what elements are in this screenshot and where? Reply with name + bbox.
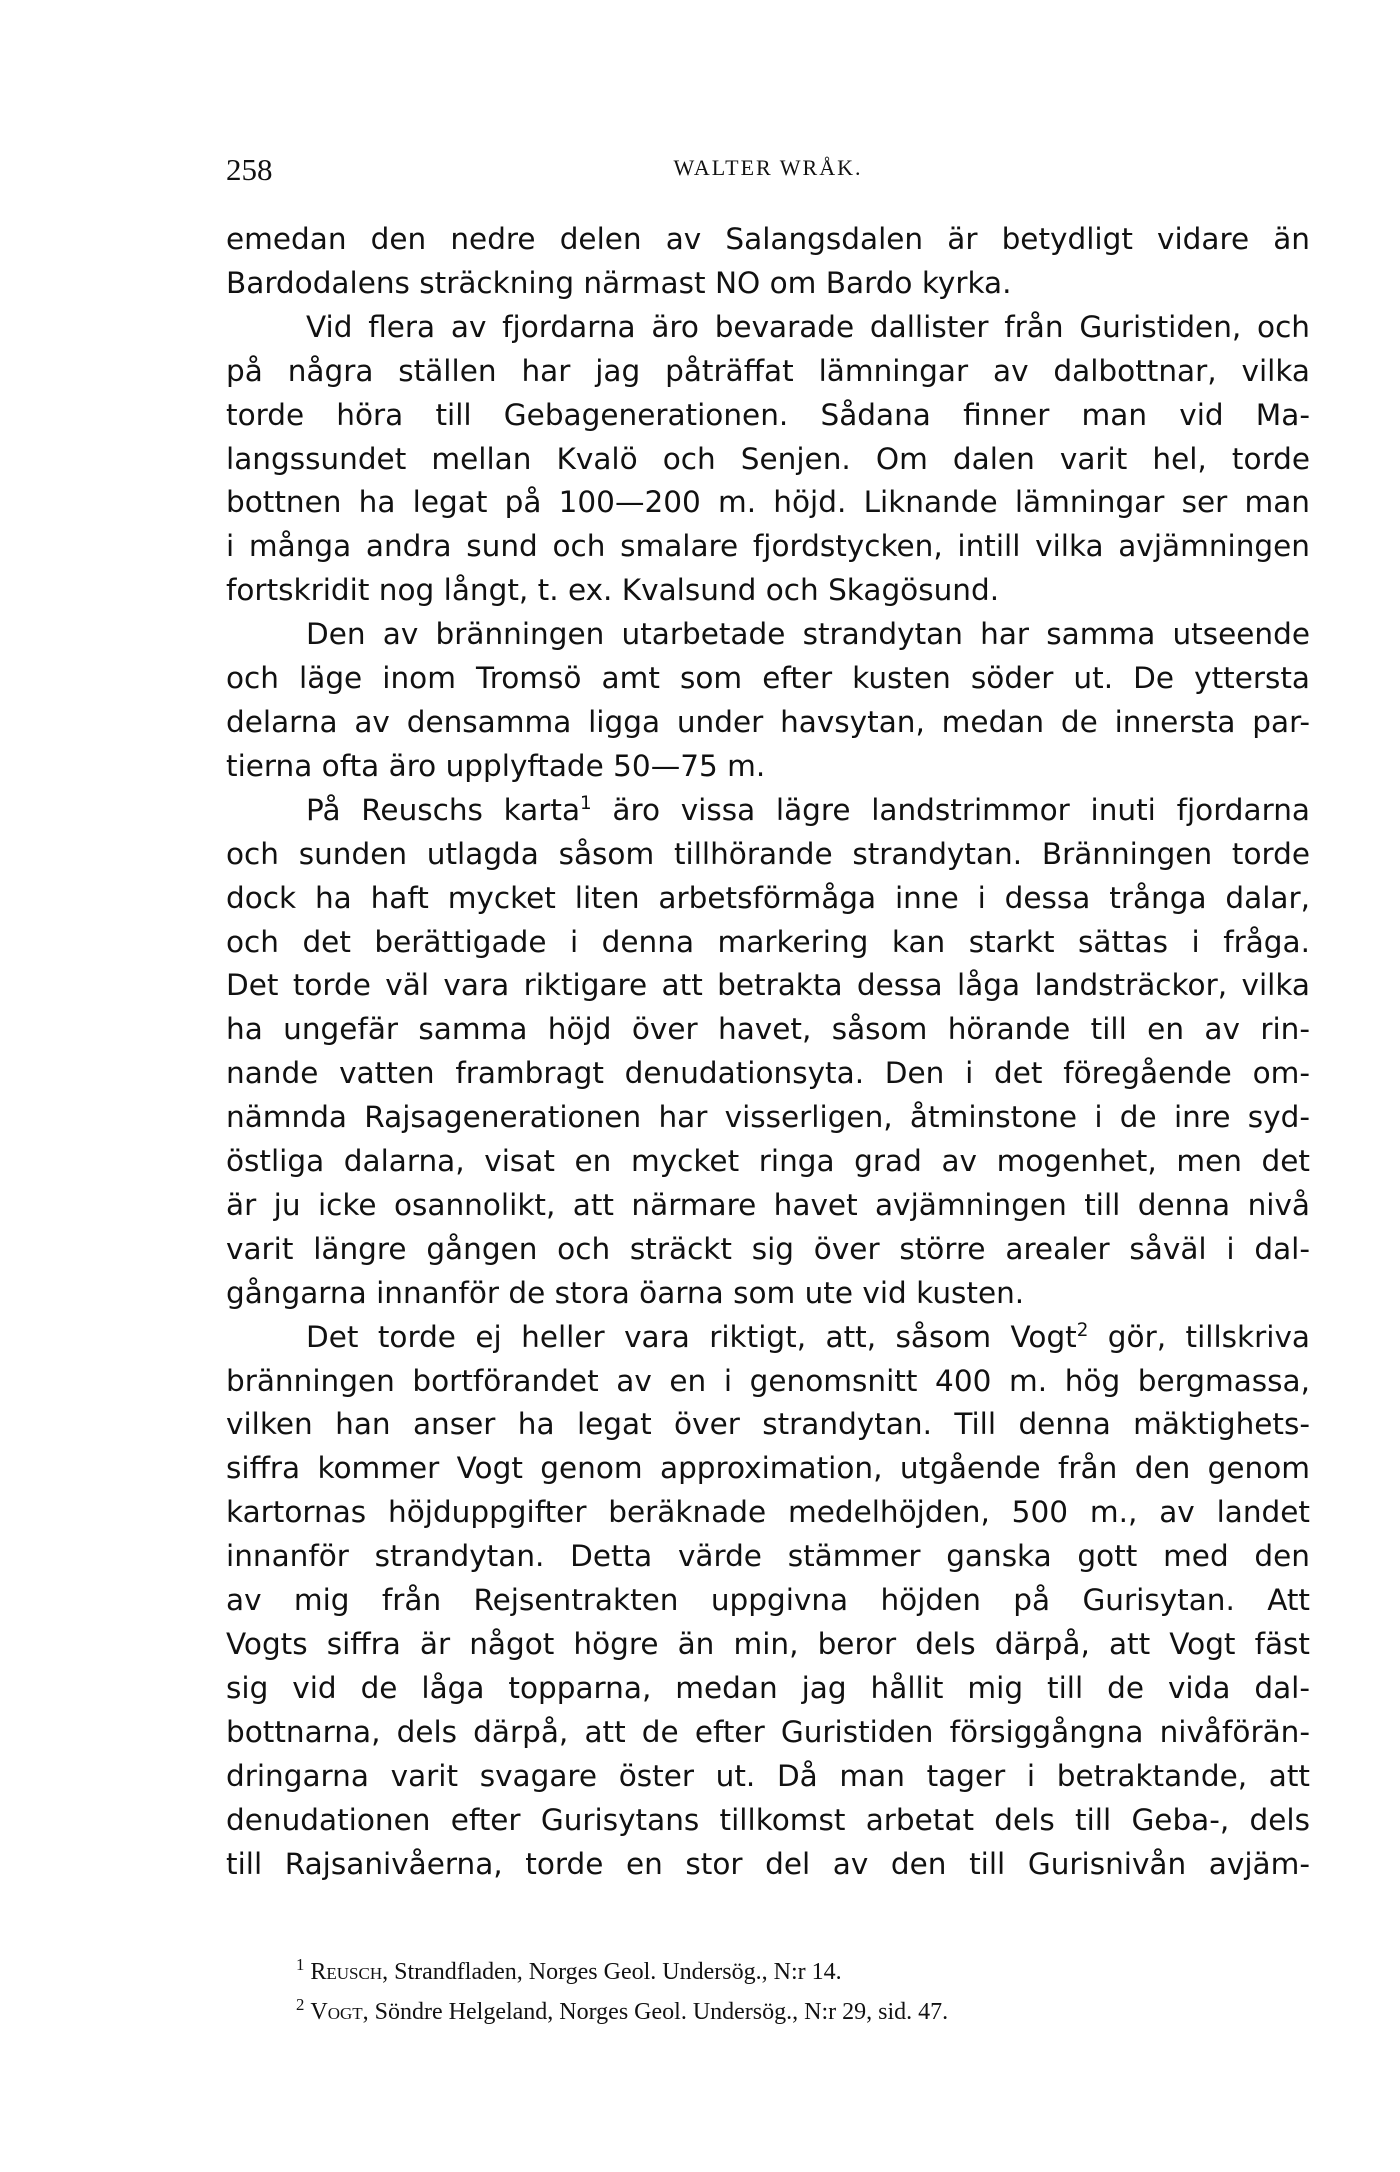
text-line: kartornas höjduppgifter beräknade medelhöjden, 500 m., av landet (226, 1495, 1310, 1530)
footnote-1 (226, 1952, 1310, 1992)
footnote-mark: 1 (296, 1955, 305, 1974)
paragraph-2 (226, 306, 1310, 613)
text-line: Vid flera av fjordarna äro bevarade dallister från Guristiden, och (306, 309, 1310, 344)
text-line: och sunden utlagda såsom tillhörande strandytan. Bränningen torde (226, 836, 1310, 871)
text-line: i många andra sund och smalare fjordstycken, intill vilka avjämningen (226, 529, 1310, 564)
text-line: och läge inom Tromsö amt som efter kusten söder ut. De yttersta (226, 661, 1310, 696)
footnote-ref-2: 2 (1076, 1319, 1089, 1341)
text-line: nande vatten frambragt denudationsyta. Den i det föregående om- (226, 1056, 1310, 1091)
text-line: och det berättigade i denna markering kan starkt sättas i fråga. (226, 924, 1310, 959)
text-line: delarna av densamma ligga under havsytan, medan de innersta par- (226, 704, 1310, 739)
text-line (226, 789, 1310, 833)
footnotes (226, 1952, 1310, 2032)
page-header (226, 152, 1310, 192)
footnote-citation: , Strandfladen, Norges Geol. Undersög., N:r 14. (382, 1959, 842, 1985)
footnote-author: Vogt (310, 1999, 363, 2025)
text-segment: äro vissa lägre landstrimmor inuti fjordarna (591, 792, 1310, 827)
footnote-citation: , Söndre Helgeland, Norges Geol. Undersög., N:r 29, sid. 47. (362, 1999, 949, 2025)
text-line: av mig från Rejsentrakten uppgivna höjden på Gurisytan. Att (226, 1583, 1310, 1618)
text-line: Den av bränningen utarbetade strandytan har samma utseende (306, 617, 1310, 652)
text-line: denudationen efter Gurisytans tillkomst arbetat dels till Geba-, dels (226, 1802, 1310, 1837)
text-line: är ju icke osannolikt, att närmare havet avjämningen till denna nivå (226, 1187, 1310, 1222)
text-line: langssundet mellan Kvalö och Senjen. Om dalen varit hel, torde (226, 441, 1310, 476)
paragraph-3 (226, 613, 1310, 789)
page-number: 258 (226, 152, 273, 187)
running-head: WALTER WRÅK. (673, 155, 863, 180)
footnote-mark: 2 (296, 1995, 305, 2014)
text-line: på några ställen har jag påträffat lämningar av dalbottnar, vilka (226, 353, 1310, 388)
text-line: dringarna varit svagare öster ut. Då man tager i betraktande, att (226, 1758, 1310, 1793)
paragraph-1 (226, 218, 1310, 306)
text-line: torde höra till Gebagenerationen. Sådana finner man vid Ma- (226, 397, 1310, 432)
text-line: nämnda Rajsagenerationen har visserligen, åtminstone i de inre syd- (226, 1100, 1310, 1135)
text-line: sig vid de låga topparna, medan jag hållit mig till de vida dal- (226, 1670, 1310, 1705)
footnote-2 (226, 1992, 1310, 2032)
text-segment: gör, tillskriva (1088, 1319, 1310, 1354)
text-line: till Rajsanivåerna, torde en stor del av den till Gurisnivån avjäm- (226, 1846, 1310, 1881)
footnote-ref-1: 1 (580, 792, 592, 814)
text-line: Vogts siffra är något högre än min, beror dels därpå, att Vogt fäst (226, 1627, 1310, 1661)
body-text (226, 218, 1310, 1886)
text-line: tierna ofta äro upplyftade 50—75 m. (226, 748, 766, 783)
text-line: bottnarna, dels därpå, att de efter Guristiden försiggångna nivåförän- (226, 1714, 1310, 1749)
footnote-author: Reusch (310, 1959, 383, 1985)
text-line: emedan den nedre delen av Salangsdalen är betydligt vidare än (226, 222, 1310, 256)
text-line: bränningen bortförandet av en i genomsnitt 400 m. hög bergmassa, (226, 1363, 1310, 1398)
paragraph-5 (226, 1316, 1310, 1887)
text-line (226, 1316, 1310, 1360)
text-line: vilken han anser ha legat över strandytan. Till denna mäktighets- (226, 1407, 1310, 1442)
text-line: siffra kommer Vogt genom approximation, utgående från den genom (226, 1451, 1310, 1486)
text-line: fortskridit nog långt, t. ex. Kvalsund och Skagösund. (226, 573, 1000, 608)
paragraph-4 (226, 789, 1310, 1316)
text-line: ha ungefär samma höjd över havet, såsom hörande till en av rin- (226, 1012, 1310, 1047)
text-line: dock ha haft mycket liten arbetsförmåga inne i dessa trånga dalar, (226, 880, 1310, 915)
text-line: gångarna innanför de stora öarna som ute vid kusten. (226, 1275, 1025, 1310)
text-line: Det torde väl vara riktigare att betrakta dessa låga landsträckor, vilka (226, 968, 1310, 1003)
text-segment: Det torde ej heller vara riktigt, att, såsom Vogt (306, 1319, 1077, 1354)
text-line: Bardodalens sträckning närmast NO om Bardo kyrka. (226, 265, 1012, 300)
text-segment: På Reuschs karta (306, 792, 581, 827)
text-line: innanför strandytan. Detta värde stämmer ganska gott med den (226, 1539, 1310, 1574)
text-line: varit längre gången och sträckt sig över större arealer såväl i dal- (226, 1231, 1310, 1266)
text-line: bottnen ha legat på 100—200 m. höjd. Liknande lämningar ser man (226, 485, 1310, 520)
text-line: östliga dalarna, visat en mycket ringa grad av mogenhet, men det (226, 1144, 1310, 1179)
